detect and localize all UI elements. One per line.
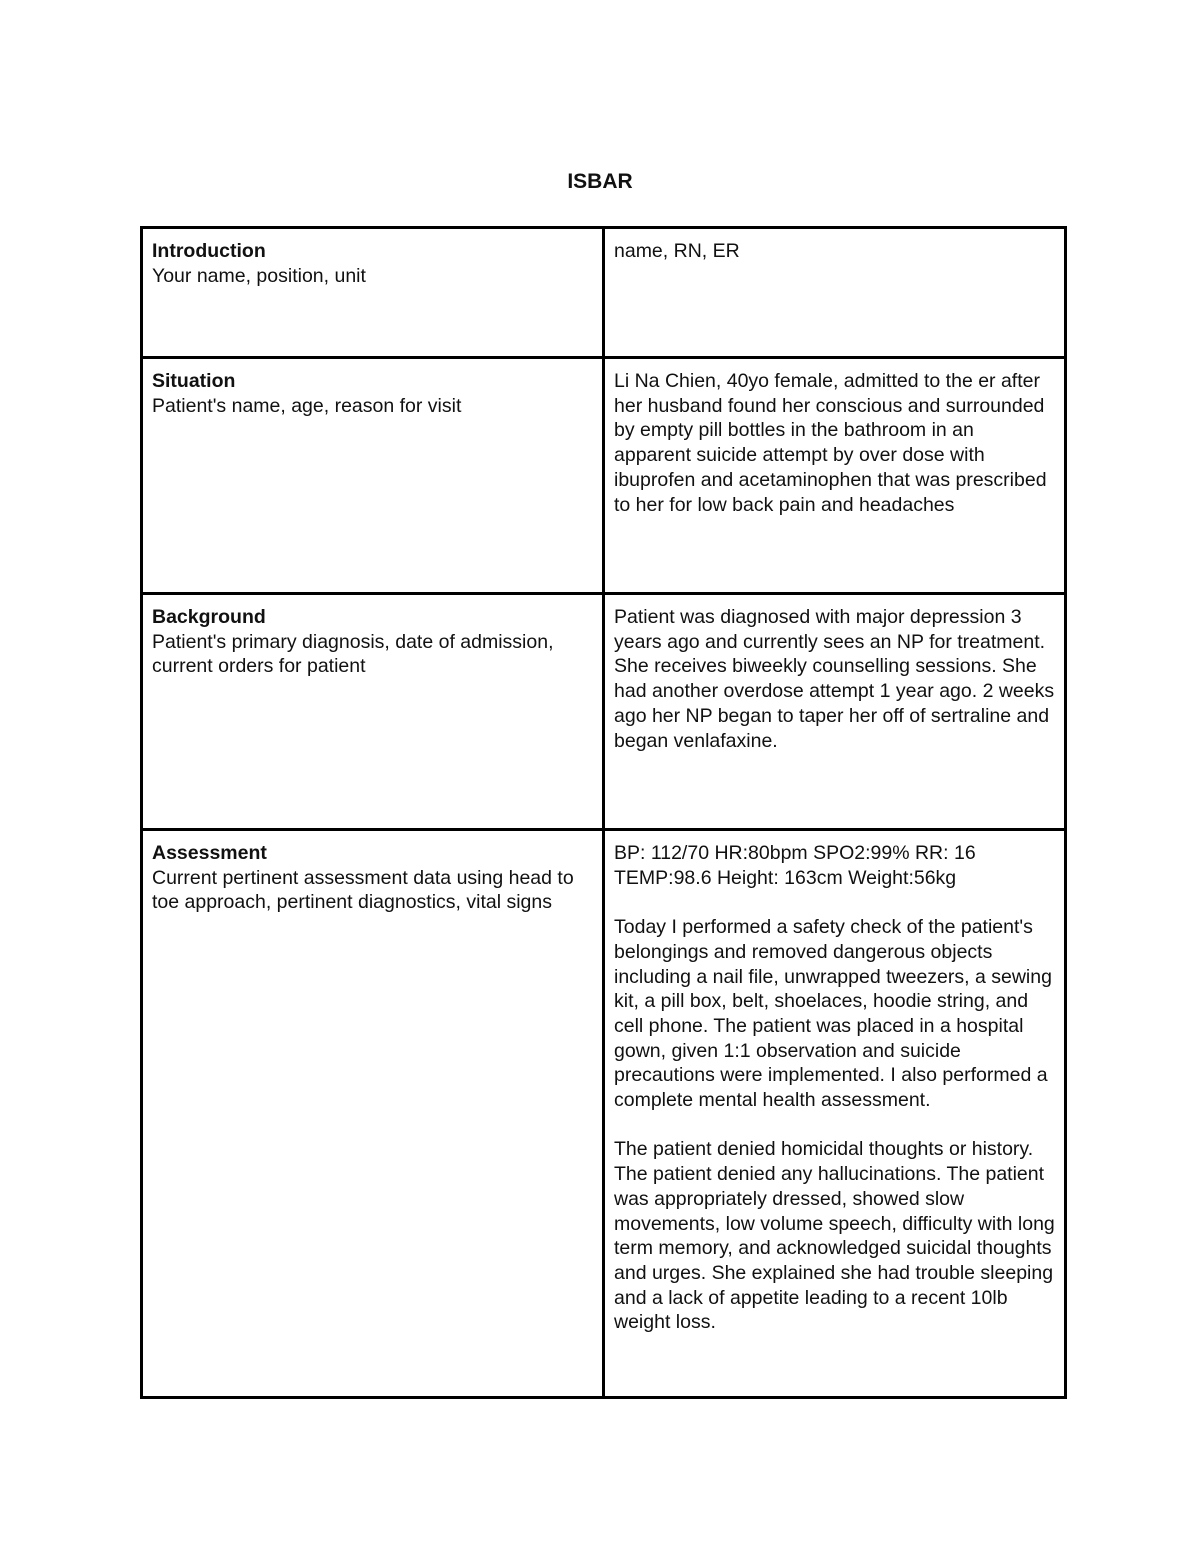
assessment-label: Assessment — [152, 842, 267, 864]
introduction-label: Introduction — [152, 240, 266, 262]
page-title: ISBAR — [567, 170, 633, 193]
isbar-table — [140, 226, 1067, 1399]
situation-prompt-cell — [142, 358, 604, 594]
situation-label: Situation — [152, 370, 236, 392]
assessment-mental-status: The patient denied homicidal thoughts or history. The patient denied any hallucinations. The patient was appropriately dressed, showed slow movements, low volume speech, difficulty with long term memory, and acknowledged suicidal thoughts and urges. She explained she had trouble sleeping and a lack of appetite leading to a recent 10lb weight loss. — [614, 1138, 1055, 1334]
background-prompt-cell — [142, 594, 604, 830]
assessment-prompt: Current pertinent assessment data using head to toe approach, pertinent diagnostics, vital signs — [152, 866, 574, 914]
introduction-prompt-cell — [142, 228, 604, 358]
assessment-response-cell — [604, 830, 1066, 1398]
table-row-situation — [142, 358, 1066, 594]
introduction-prompt: Your name, position, unit — [152, 264, 366, 287]
introduction-response-cell — [604, 228, 1066, 358]
background-response-cell — [604, 594, 1066, 830]
background-prompt: Patient's primary diagnosis, date of admission, current orders for patient — [152, 630, 554, 678]
table-row-background — [142, 594, 1066, 830]
assessment-safety-check: Today I performed a safety check of the patient's belongings and removed dangerous objects including a nail file, unwrapped tweezers, a sewing kit, a pill box, belt, shoelaces, hoodie string, and cell phone. The patient was placed in a hospital gown, given 1:1 observation and suicide precautions were implemented. I also performed a complete mental health assessment. — [614, 916, 1052, 1112]
situation-prompt: Patient's name, age, reason for visit — [152, 394, 462, 417]
situation-response: Li Na Chien, 40yo female, admitted to the er after her husband found her conscious and surrounded by empty pill bottles in the bathroom in an apparent suicide attempt by over dose with ibuprofen and acetaminophen that was prescribed to her for low back pain and headaches — [614, 370, 1047, 516]
background-label: Background — [152, 606, 266, 628]
table-row-assessment — [142, 830, 1066, 1398]
table-row-introduction — [142, 228, 1066, 358]
assessment-vital-signs: BP: 112/70 HR:80bpm SPO2:99% RR: 16 TEMP:98.6 Height: 163cm Weight:56kg — [614, 842, 976, 889]
assessment-prompt-cell — [142, 830, 604, 1398]
background-response: Patient was diagnosed with major depression 3 years ago and currently sees an NP for treatment. She receives biweekly counselling sessions. She had another overdose attempt 1 year ago. 2 weeks ago her NP began to taper her off of sertraline and began venlafaxine. — [614, 606, 1055, 752]
introduction-response: name, RN, ER — [614, 240, 740, 262]
situation-response-cell — [604, 358, 1066, 594]
